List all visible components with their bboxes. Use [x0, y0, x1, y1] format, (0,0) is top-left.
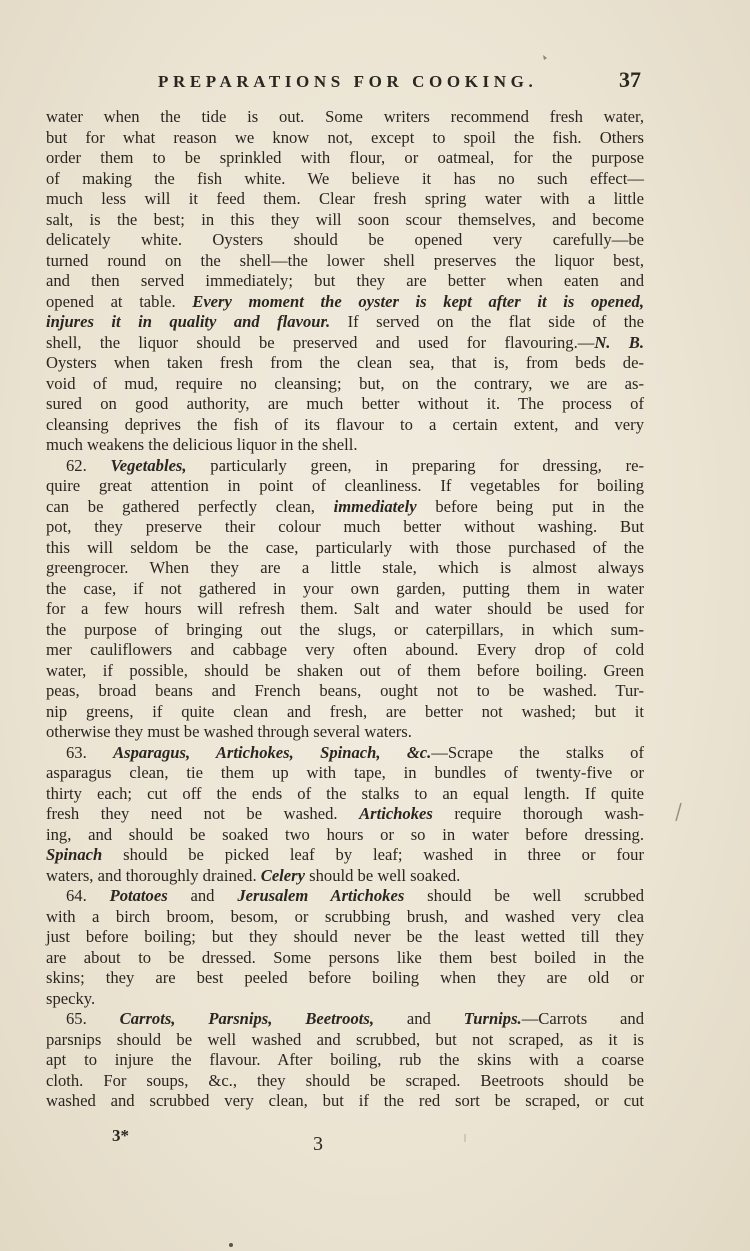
text-run: waters, and thoroughly drained.	[46, 865, 257, 885]
italic-run: N. B.	[594, 332, 645, 352]
text-line: with a birch broom, besom, or scrubbing brush, and washed very clea	[46, 906, 644, 926]
text-line: parsnips should be well washed and scrubbed, but not scraped, as it is	[46, 1029, 644, 1049]
text-line: ing, and should be soaked two hours or so in water before dressing.	[46, 824, 644, 844]
text-line: mer cauliflowers and cabbage very often abound. Every drop of cold	[46, 640, 644, 659]
text-line: turned round on the shell—the lower shell preserves the liquor best,	[46, 250, 644, 270]
text-line: order them to be sprinkled with flour, or oatmeal, for the purpose	[46, 148, 644, 167]
text-line: asparagus clean, tie them up with tape, in bundles of twenty-five or	[46, 763, 644, 782]
italic-run: Every moment the oyster is kept after it is opened,	[192, 291, 644, 311]
italic-run: Artichokes	[359, 804, 433, 823]
text-run: require thorough wash-	[454, 804, 644, 823]
text-line: void of mud, require no cleansing; but, on the contrary, we are as-	[46, 373, 644, 393]
italic-run: injures it in quality and flavour.	[46, 312, 331, 331]
text-line: Oysters when taken fresh from the clean sea, that is, from beds de-	[46, 353, 644, 372]
speck	[229, 1243, 233, 1247]
running-title: PREPARATIONS FOR COOKING.	[158, 72, 538, 91]
text-run: —Scrape the stalks of	[431, 742, 644, 762]
text-line: just before boiling; but they should never be the least wetted till they	[46, 927, 644, 946]
text-run: before being put in the	[435, 496, 644, 516]
paragraph-number: 62.	[66, 455, 87, 475]
italic-run: Asparagus, Artichokes, Spinach, &c.	[113, 742, 432, 762]
italic-run: Carrots,	[119, 1009, 176, 1028]
italic-run: Beetroots,	[305, 1009, 374, 1028]
text-line: for a few hours will refresh them. Salt and water should be used for	[46, 599, 644, 618]
text-line: delicately white. Oysters should be opened very carefully—be	[46, 230, 644, 249]
text-line: cleansing deprives the fish of its flavour to a certain extent, and very	[46, 414, 644, 434]
text-run: can be gathered perfectly clean,	[46, 496, 315, 516]
page-number: 37	[619, 67, 641, 92]
italic-run: Spinach	[46, 845, 103, 864]
text-line: water when the tide is out. Some writers recommend fresh water,	[46, 107, 644, 126]
text-run: should be well scrubbed	[427, 886, 645, 905]
italic-run: Potatoes	[109, 886, 168, 905]
paragraph-number: 63.	[66, 742, 87, 762]
text-run: shell, the liquor should be preserved and used for flavouring.—	[46, 332, 595, 352]
text-line: skins; they are best peeled before boiling when they are old or	[46, 968, 644, 987]
text-run: should be well soaked.	[309, 865, 461, 885]
text-line: nip greens, if quite clean and fresh, are better not washed; but it	[46, 701, 644, 721]
italic-run: Jerusalem Artichokes	[237, 886, 405, 905]
text-run: —Carrots and	[521, 1009, 644, 1028]
text-run: should be picked leaf by leaf; washed in three or four	[123, 845, 645, 864]
text-line: but for what reason we know not, except to spoil the fish. Others	[46, 127, 644, 147]
speck	[543, 55, 547, 60]
text-line: thirty each; cut off the ends of the stalks to an equal length. If quite	[46, 783, 644, 803]
italic-run: Turnips.	[463, 1009, 522, 1028]
text-line: sured on good authority, are much better without it. The process of	[46, 394, 644, 413]
text-run: particularly green, in preparing for dressing, re-	[210, 455, 644, 475]
text-line: pot, they preserve their colour much better without washing. But	[46, 517, 644, 536]
italic-run: Celery	[260, 865, 305, 885]
text-line: and then served immediately; but they are better when eaten and	[46, 271, 644, 290]
text-line: much less will it feed them. Clear fresh spring water with a little	[46, 189, 644, 208]
text-line: salt, is the best; in this they will soon scour themselves, and become	[46, 209, 644, 229]
footer-number: 3	[313, 1133, 323, 1155]
pencil-mark	[676, 803, 681, 821]
signature-mark: 3*	[112, 1126, 129, 1145]
text-run: fresh they need not be washed.	[46, 804, 338, 823]
paragraph-number: 64.	[66, 886, 87, 905]
text-run: and	[406, 1009, 431, 1028]
text-line: quire great attention in point of cleanliness. If vegetables for boiling	[46, 476, 644, 495]
text-line: cloth. For soups, &c., they should be scraped. Beetroots should be	[46, 1070, 644, 1090]
text-line: specky.	[46, 988, 96, 1008]
text-line: the case, if not gathered in your own garden, putting them in water	[46, 578, 644, 598]
text-line: peas, broad beans and French beans, ought not to be washed. Tur-	[46, 681, 644, 700]
text-line: the purpose of bringing out the slugs, or caterpillars, in which sum-	[46, 619, 644, 639]
paragraph-number: 65.	[66, 1009, 87, 1028]
text-line: of making the fish white. We believe it has no such effect—	[46, 168, 644, 188]
text-line: greengrocer. When they are a little stale, which is almost always	[46, 558, 644, 577]
text-line: this will seldom be the case, particularly with those purchased of the	[46, 537, 644, 557]
italic-run: immediately	[333, 496, 417, 516]
text-line: apt to injure the flavour. After boiling, rub the skins with a coarse	[46, 1050, 644, 1069]
text-run: opened at table.	[46, 291, 176, 311]
text-run: and	[190, 886, 215, 905]
text-line: are about to be dressed. Some persons like them best boiled in the	[46, 947, 644, 967]
italic-run: Vegetables,	[110, 455, 187, 475]
italic-run: Parsnips,	[208, 1009, 273, 1028]
text-line: washed and scrubbed very clean, but if the red sort be scraped, or cut	[46, 1091, 644, 1110]
text-line: much weakens the delicious liquor in the shell.	[46, 435, 358, 454]
text-line: water, if possible, should be shaken out of them before boiling. Green	[46, 660, 644, 680]
text-line: otherwise they must be washed through several waters.	[46, 722, 412, 741]
text-run: If served on the flat side of the	[347, 312, 645, 331]
